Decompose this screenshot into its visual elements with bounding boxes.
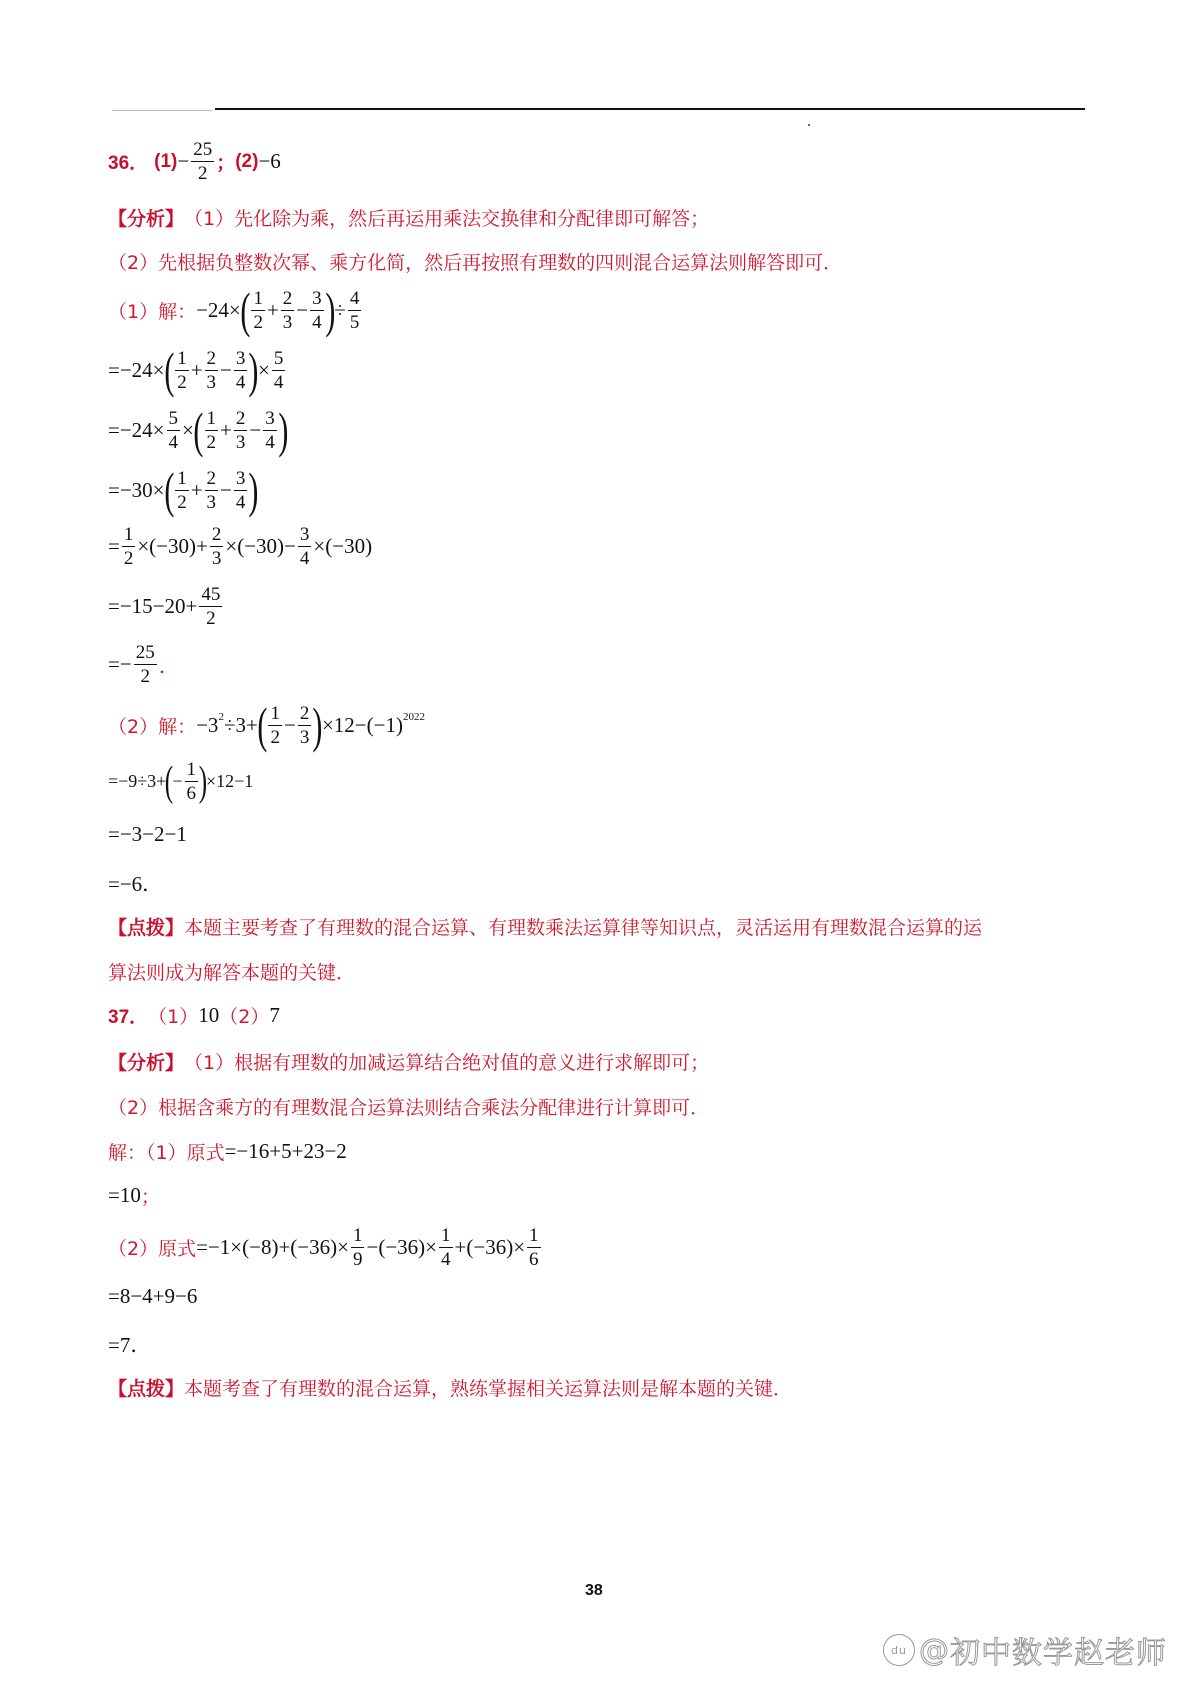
math-expression: =−15−20+ $\frac{45}{2}$ bbox=[108, 584, 221, 629]
watermark bbox=[883, 1628, 1167, 1672]
q37-part1-result bbox=[108, 1182, 160, 1209]
math-expression: −3 2 ÷3+ ( $\frac{1}{2}$ − $\frac{2}{3}$ ) ×12−(−1) 2022 bbox=[196, 697, 425, 753]
q36-ans1-label: (1) bbox=[154, 150, 178, 172]
q37-answer-line bbox=[108, 1002, 280, 1029]
header-rule-left bbox=[112, 110, 212, 111]
frac-num: 25 bbox=[193, 139, 213, 160]
q36-ans2: −6 bbox=[258, 149, 281, 173]
q36-tip-2 bbox=[108, 958, 355, 985]
header-dot bbox=[808, 124, 810, 126]
math-expression: =−9÷3+ ( − $\frac{1}{6}$ ) ×12−1 bbox=[108, 758, 254, 805]
q36-ans1: − $\frac{25}{2}$ bbox=[177, 139, 213, 184]
header-rule-main bbox=[245, 108, 1085, 110]
q36-analysis-2 bbox=[108, 248, 842, 275]
q36-step-result bbox=[108, 643, 180, 686]
math-expression: =−30× ( $\frac{1}{2}$ + $\frac{2}{3}$ − $\frac{3}{4}$ ) bbox=[108, 462, 259, 518]
part-label: （2）解： bbox=[108, 715, 197, 738]
math-expression: =−24× ( $\frac{1}{2}$ + $\frac{2}{3}$ − $\frac{3}{4}$ ) × $\frac{5}{4}$ bbox=[108, 342, 284, 398]
analysis-tag: 【分析】 bbox=[108, 209, 185, 230]
tip-text: 本题主要考查了有理数的混合运算、有理数乘法运算律等知识点，灵活运用有理数混合运算的运 bbox=[184, 917, 983, 939]
math-expression: =10 bbox=[108, 1183, 141, 1207]
q36-analysis-1 bbox=[108, 204, 709, 231]
header-rule-mid bbox=[215, 108, 245, 110]
q37-analysis-2 bbox=[108, 1093, 709, 1120]
part-label: （1）解： bbox=[108, 300, 197, 323]
q37-part2-step bbox=[108, 1284, 197, 1309]
q36-part2-line1 bbox=[108, 697, 425, 753]
punct: ； bbox=[140, 1186, 160, 1208]
q37-analysis-1 bbox=[108, 1048, 709, 1075]
analysis-text: （2）先根据负整数次幂、乘方化简，然后再按照有理数的四则混合运算法则解答即可． bbox=[108, 252, 843, 274]
q36-step bbox=[108, 342, 287, 398]
analysis-text: （1）先化除为乘，然后再运用乘法交换律和分配律即可解答； bbox=[184, 208, 710, 230]
watermark-at: @ bbox=[919, 1632, 950, 1668]
math-expression: =7． bbox=[108, 1333, 152, 1357]
tip-tag: 【点拨】 bbox=[108, 1379, 185, 1400]
math-expression: =− $\frac{25}{2}$ ． bbox=[108, 642, 180, 687]
analysis-text: （1）根据有理数的加减运算结合绝对值的意义进行求解即可； bbox=[184, 1052, 710, 1074]
q37-ans2-label: （2） bbox=[219, 1006, 270, 1028]
analysis-tag: 【分析】 bbox=[108, 1053, 185, 1074]
q37-tip bbox=[108, 1374, 792, 1401]
math-expression: = $\frac{1}{2}$ ×(−30)+ $\frac{2}{3}$ ×(−30)− $\frac{3}{4}$ ×(−30) bbox=[108, 524, 373, 569]
math-expression: =−6． bbox=[108, 872, 164, 896]
math-expression: =−24× $\frac{5}{4}$ × ( $\frac{1}{2}$ + $\frac{2}{3}$ − $\frac{3}{4}$ ) bbox=[108, 402, 289, 458]
math-expression: −24× ( $\frac{1}{2}$ + $\frac{2}{3}$ − $\frac{3}{4}$ ) ÷ $\frac{4}{5}$ bbox=[196, 282, 360, 338]
frac-den: 2 bbox=[197, 163, 208, 184]
watermark-text: 初中数学赵老师 bbox=[950, 1636, 1167, 1671]
q36-answer-line bbox=[108, 140, 281, 183]
q37-ans2: 7 bbox=[269, 1003, 280, 1027]
q36-sep: ； bbox=[216, 153, 236, 174]
baidu-paw-icon: du bbox=[883, 1634, 915, 1666]
page-number: 38 bbox=[585, 1582, 603, 1599]
math-expression: =−3−2−1 bbox=[108, 822, 187, 846]
q36-step bbox=[108, 525, 372, 568]
q37-ans1-label: （1） bbox=[148, 1006, 199, 1028]
tip-text: 算法则成为解答本题的关键． bbox=[108, 962, 356, 984]
q36-number: 36． bbox=[108, 153, 149, 174]
q36-step bbox=[108, 585, 224, 628]
q36-step bbox=[108, 822, 187, 847]
q36-step bbox=[108, 462, 259, 518]
q37-number: 37． bbox=[108, 1007, 149, 1028]
math-expression: =−1×(−8)+(−36)× $\frac{1}{9}$ −(−36)× $\frac{1}{4}$ +(−36)× $\frac{1}{6}$ bbox=[196, 1225, 539, 1270]
q37-part2 bbox=[108, 1226, 543, 1269]
part-label: 解：（1）原式 bbox=[108, 1142, 225, 1164]
math-expression: =−16+5+23−2 bbox=[224, 1139, 347, 1163]
q37-part1 bbox=[108, 1138, 347, 1165]
q37-ans1: 10 bbox=[198, 1003, 220, 1027]
q36-part1-line1 bbox=[108, 282, 363, 338]
tip-text: 本题考查了有理数的混合运算，熟练掌握相关运算法则是解本题的关键． bbox=[184, 1378, 793, 1400]
q36-step bbox=[108, 760, 253, 803]
q36-ans2-label: (2) bbox=[235, 150, 259, 172]
part-label: （2）原式 bbox=[108, 1238, 197, 1260]
analysis-text: （2）根据含乘方的有理数混合运算法则结合乘法分配律进行计算即可． bbox=[108, 1097, 710, 1119]
q36-step bbox=[108, 402, 289, 458]
q36-tip-1 bbox=[108, 913, 982, 940]
math-expression: =8−4+9−6 bbox=[108, 1284, 198, 1308]
q36-step-result bbox=[108, 868, 163, 898]
q37-part2-result bbox=[108, 1329, 151, 1359]
tip-tag: 【点拨】 bbox=[108, 918, 185, 939]
